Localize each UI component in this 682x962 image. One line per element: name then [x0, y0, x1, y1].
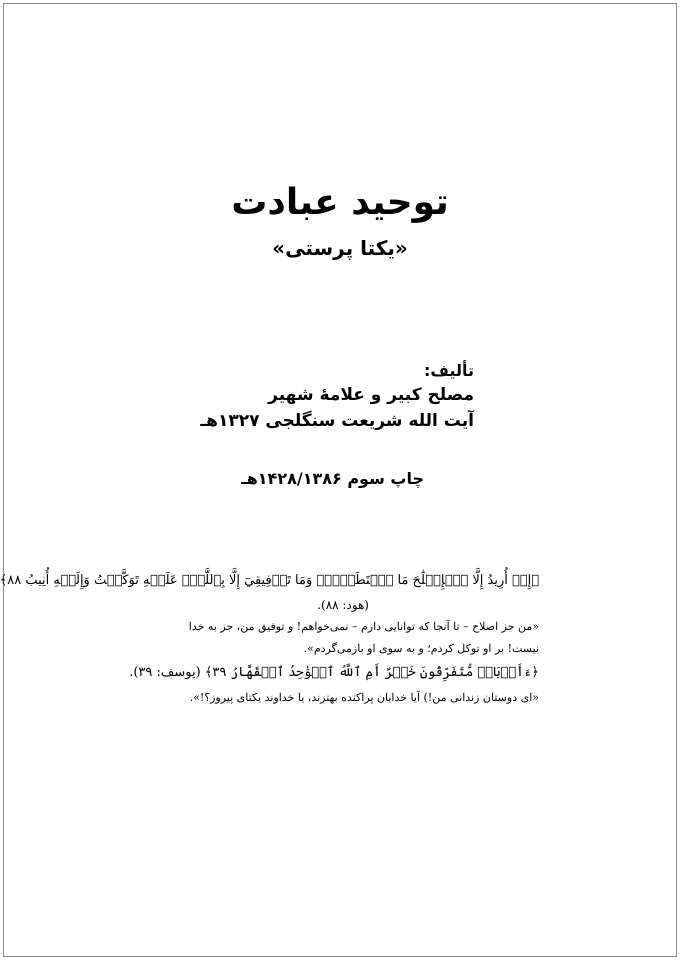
- translation-2: «ای دوستان زندانی من!) آیا خدایان پراکنده بهترند، یا خداوند یکتای پیروز؟!».: [189, 691, 539, 704]
- verse-1-reference: (هود: ۸۸).: [317, 598, 369, 612]
- edition-line: چاپ سوم ۱۴۲۸/۱۳۸۶هـ: [241, 469, 424, 488]
- author-line-2: آیت الله شریعت سنگلجی ۱۳۲۷هـ: [200, 411, 474, 431]
- document-page: [0, 3, 677, 957]
- quran-verse-1: ﴿إِنۡ أُرِيدُ إِلَّا ٱلۡإِصۡلَٰحَ مَا ٱسۡتَطَعۡتُۚ وَمَا تَوۡفِيقِيٓ إِلَّا بِٱللَّهِۚ عَلَيۡهِ تَوَكَّلۡتُ وَإِلَيۡهِ أُنِيبُ ٨٨﴾: [0, 573, 539, 588]
- author-line-1: مصلح کبیر و علامهٔ شهیر: [268, 385, 474, 405]
- translation-1-line-2: نیست! بر او توکل کردم؛ و به سوی او بازمی‌گردم».: [303, 642, 539, 655]
- author-block: [4, 360, 474, 434]
- quran-verse-2: ﴿ءَأَرۡبَابٞ مُّتَفَرِّقُونَ خَيۡرٌ أَمِ ٱللَّهُ ٱلۡوَٰحِدُ ٱلۡقَهَّارُ ٣٩﴾ (یوسف: ۳۹).: [129, 665, 539, 680]
- document-subtitle: «یکتا پرستی»: [272, 236, 408, 260]
- quotes-block: [0, 568, 539, 710]
- author-label: تألیف:: [423, 361, 474, 380]
- translation-1-line-1: «من جز اصلاح – تا آنجا که توانایی دارم – نمی‌خواهم! و توفیق من، جز به خدا: [188, 620, 539, 633]
- document-title: توحید عبادت: [231, 182, 449, 223]
